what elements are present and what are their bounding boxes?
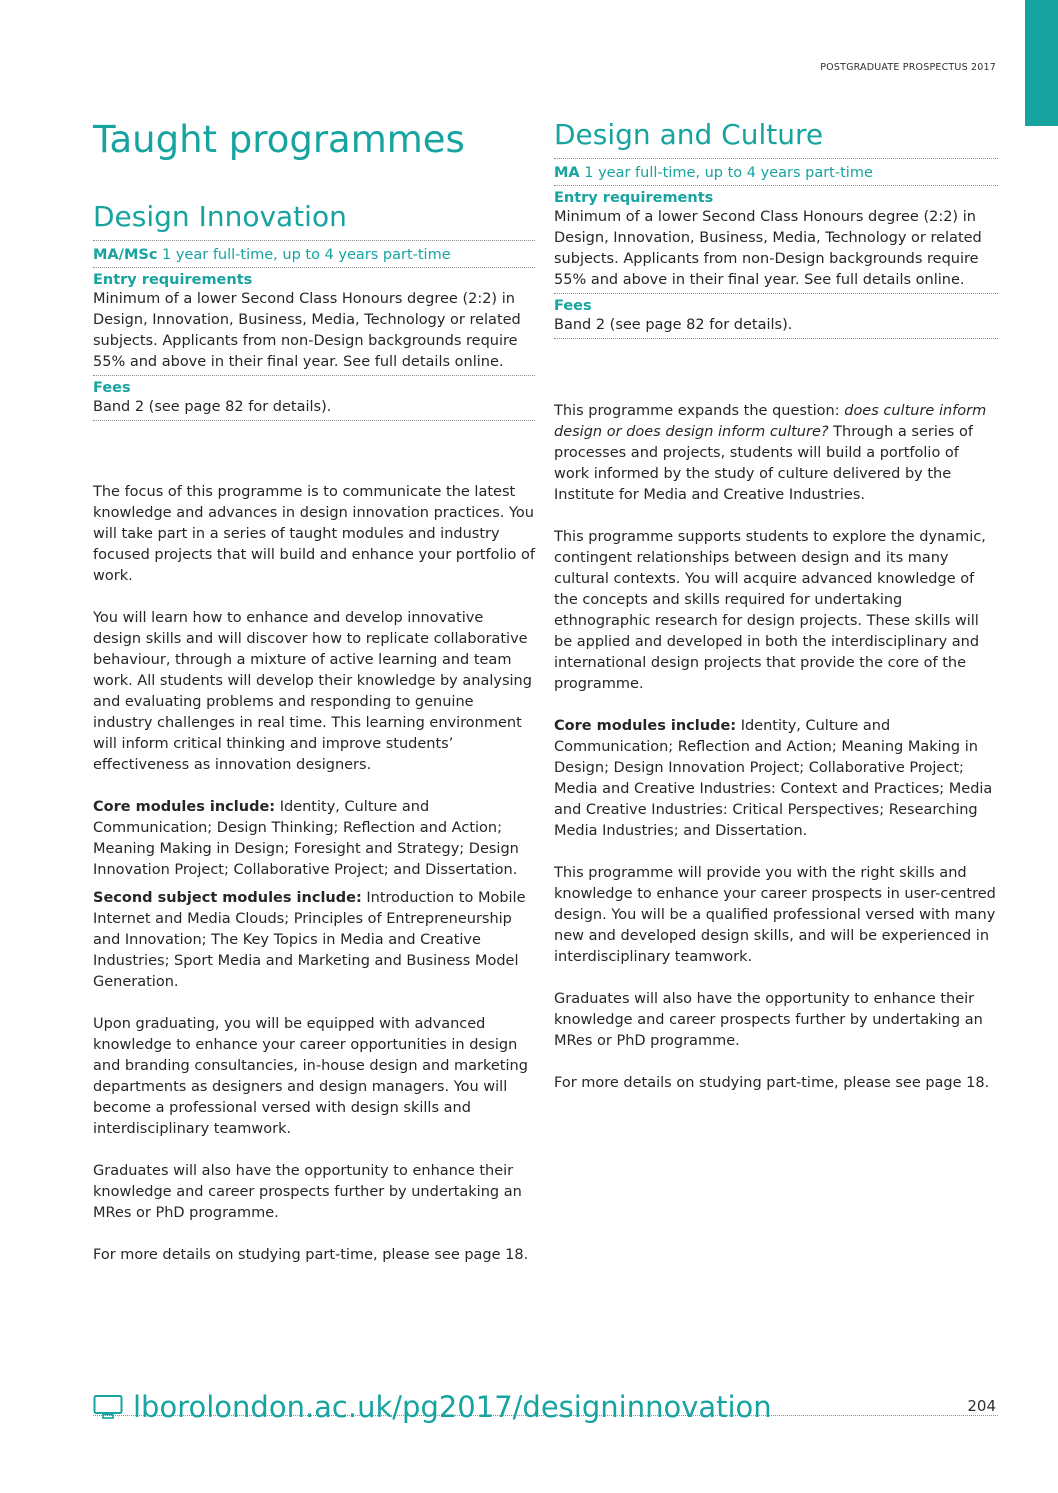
footer-link[interactable]: [93, 1385, 772, 1429]
divider: [554, 338, 998, 339]
footer-url-text[interactable]: lborolondon.ac.uk/pg2017/designinnovation: [133, 1390, 772, 1424]
second-subject-text: Introduction to Mobile Internet and Media Clouds; Principles of Entrepreneurship and Innovation; The Key Topics in Media and Creative Industries; Sport Media and Marketing and Business Model Generation.: [93, 890, 526, 990]
degree-code: MA: [554, 165, 580, 181]
entry-requirements-heading: Entry requirements: [554, 189, 714, 206]
running-head: POSTGRADUATE PROSPECTUS 2017: [820, 62, 996, 73]
divider: [93, 420, 535, 421]
skills-paragraph: You will learn how to enhance and develop innovative design skills and will discover how to replicate collaborative behaviour, through a mixture of active learning and team work. All students will develop their knowledge by analysing and evaluating problems and responding to genuine industry challenges in real time. This learning environment will inform critical thinking and improve students’ effectiveness as innovation designers.: [93, 610, 532, 773]
core-modules-paragraph: [554, 716, 998, 842]
part-time-paragraph: For more details on studying part-time, please see page 18.: [93, 1247, 529, 1263]
entry-requirements-text: Minimum of a lower Second Class Honours degree (2:2) in Design, Innovation, Business, Media, Technology or related subjects. Applicants from non-Design backgrounds require 55% and above in their final year. See full details online.: [554, 208, 982, 288]
intro-paragraph: [554, 401, 998, 506]
further-study-paragraph: Graduates will also have the opportunity to enhance their knowledge and career prospects further by undertaking an MRes or PhD programme.: [554, 991, 983, 1049]
fees-heading: Fees: [93, 379, 131, 396]
entry-requirements-text: Minimum of a lower Second Class Honours degree (2:2) in Design, Innovation, Business, Media, Technology or related subjects. Applicants from non-Design backgrounds require 55% and above in their final year. See full details online.: [93, 290, 521, 370]
programme-title-design-innovation: Design Innovation: [93, 200, 347, 233]
fees-heading: Fees: [554, 297, 592, 314]
degree-line: [554, 159, 998, 185]
core-modules-paragraph: [93, 797, 535, 881]
core-modules-label: Core modules include:: [554, 718, 737, 734]
degree-code: MA/MSc: [93, 247, 158, 263]
page-title: Taught programmes: [93, 118, 465, 161]
intro-text-end: Through a series of processes and projects, students will build a portfolio of work informed by the study of culture delivered by the Institute for Media and Creative Industries.: [554, 424, 973, 503]
careers-paragraph: Upon graduating, you will be equipped with advanced knowledge to enhance your career opportunities in design and branding consultancies, in-house design and marketing departments as designers and design managers. You will become a professional versed with design skills and interdisciplinary teamwork.: [93, 1016, 528, 1137]
core-modules-text: Identity, Culture and Communication; Design Thinking; Reflection and Action; Meaning Making in Design; Foresight and Strategy; Design Innovation Project; Collaborative Project; and Dissertation.: [93, 799, 519, 878]
intro-text-start: This programme expands the question:: [554, 403, 845, 419]
degree-line: [93, 241, 535, 267]
intro-question: does culture inform design or does design inform culture?: [554, 403, 987, 440]
fees-text: Band 2 (see page 82 for details).: [554, 317, 793, 334]
fees-text: Band 2 (see page 82 for details).: [93, 399, 332, 416]
core-modules-text: Identity, Culture and Communication; Reflection and Action; Meaning Making in Design; Design Innovation Project; Collaborative Project; Media and Creative Industries: Context and Practices; Media and Creative Industries: Critical Perspectives; Researching Media Industries; and Dissertation.: [554, 718, 993, 839]
entry-requirements-heading: Entry requirements: [93, 271, 253, 288]
programme-title-design-and-culture: Design and Culture: [554, 118, 824, 151]
degree-duration: 1 year full-time, up to 4 years part-time: [157, 247, 451, 263]
page-number: 204: [967, 1397, 996, 1415]
intro-paragraph: The focus of this programme is to communicate the latest knowledge and advances in design innovation practices. You will take part in a series of taught modules and industry focused projects that will build and enhance your portfolio of work.: [93, 484, 535, 584]
degree-duration: 1 year full-time, up to 4 years part-time: [579, 165, 873, 181]
programme-info-design-innovation: [93, 240, 535, 421]
careers-paragraph: This programme will provide you with the right skills and knowledge to enhance your career prospects in user-centred design. You will be a qualified professional versed with many new and developed design skills, and will be experienced in interdisciplinary teamwork.: [554, 865, 996, 965]
core-modules-label: Core modules include:: [93, 799, 276, 815]
further-study-paragraph: Graduates will also have the opportunity to enhance their knowledge and career prospects further by undertaking an MRes or PhD programme.: [93, 1163, 522, 1221]
skills-paragraph: This programme supports students to explore the dynamic, contingent relationships between design and its many cultural contexts. You will acquire advanced knowledge of the concepts and skills required for undertaking ethnographic research for design projects. These skills will be applied and developed in both the interdisciplinary and international design projects that provide the core of the programme.: [554, 529, 986, 692]
monitor-icon: [93, 1394, 123, 1420]
programme-info-design-and-culture: [554, 158, 998, 339]
part-time-paragraph: For more details on studying part-time, please see page 18.: [554, 1075, 990, 1091]
second-subject-label: Second subject modules include:: [93, 890, 362, 906]
second-subject-paragraph: [93, 888, 535, 993]
programme-body-design-innovation: [93, 482, 535, 1287]
programme-body-design-and-culture: [554, 401, 998, 1115]
section-tab: [1025, 0, 1058, 126]
